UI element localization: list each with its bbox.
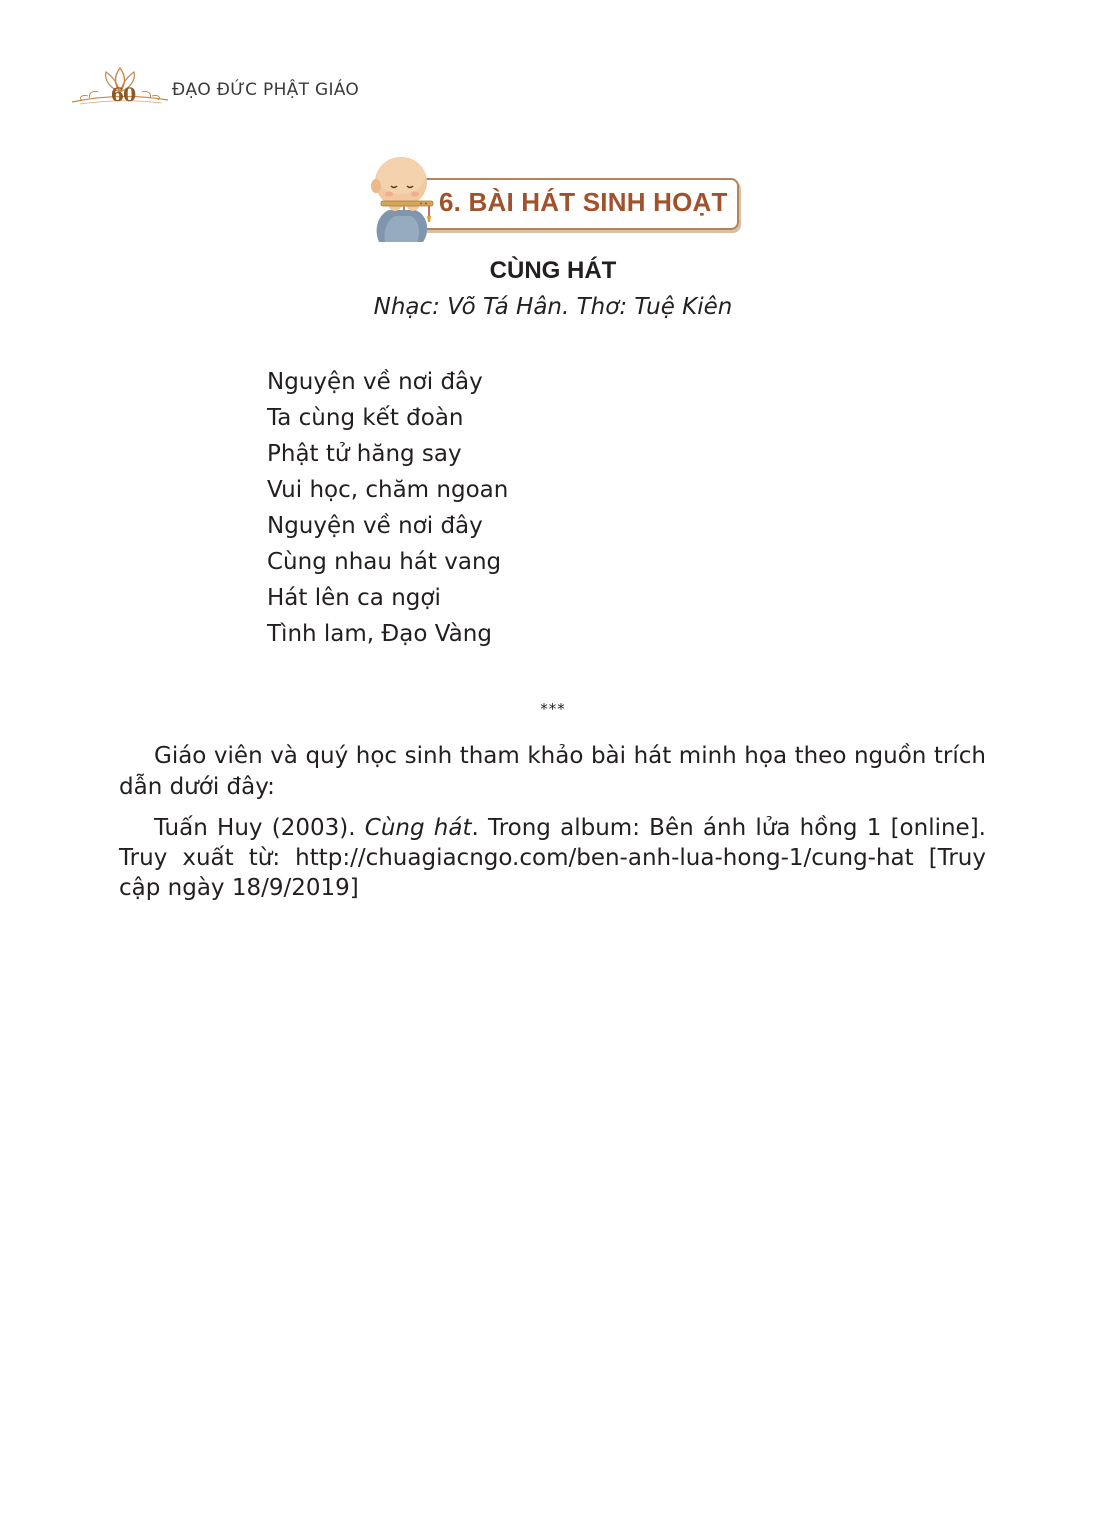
lyric-line: Tình lam, Đạo Vàng xyxy=(267,621,492,647)
running-title: ĐẠO ĐỨC PHẬT GIÁO xyxy=(172,80,360,100)
child-monk-playing-flute-icon xyxy=(365,150,445,245)
reference-details: . Trong album: Bên ánh lửa hồng 1 [online]. Truy xuất từ: http://chuagiacngo.com/ben-anh-lua-hong-1/cung-hat [Truy cập ngày 18/9/2019] xyxy=(119,815,986,901)
section-separator: *** xyxy=(540,700,566,718)
running-header xyxy=(70,62,430,112)
song-credits: Nhạc: Võ Tá Hân. Thơ: Tuệ Kiên xyxy=(373,294,733,320)
section-title: 6. BÀI HÁT SINH HOẠT xyxy=(439,187,728,217)
reference-work-title: Cùng hát xyxy=(364,815,472,841)
page-number: 60 xyxy=(110,84,136,106)
lyric-line: Cùng nhau hát vang xyxy=(267,549,502,575)
reference-author-year: Tuấn Huy (2003). xyxy=(154,815,365,841)
lyric-line: Nguyện về nơi đây xyxy=(267,513,483,539)
lyric-line: Vui học, chăm ngoan xyxy=(267,477,509,503)
lyric-line: Nguyện về nơi đây xyxy=(267,369,483,395)
intro-paragraph: Giáo viên và quý học sinh tham khảo bài hát minh họa theo nguồn trích dẫn dưới đây: xyxy=(119,743,986,800)
lyric-line: Phật tử hăng say xyxy=(267,441,462,467)
lyric-line: Hát lên ca ngợi xyxy=(267,585,441,611)
song-title: CÙNG HÁT xyxy=(489,257,617,284)
reference-paragraph xyxy=(119,813,986,903)
lyric-line: Ta cùng kết đoàn xyxy=(267,405,464,431)
section-banner xyxy=(365,150,740,245)
lyrics xyxy=(267,364,508,652)
